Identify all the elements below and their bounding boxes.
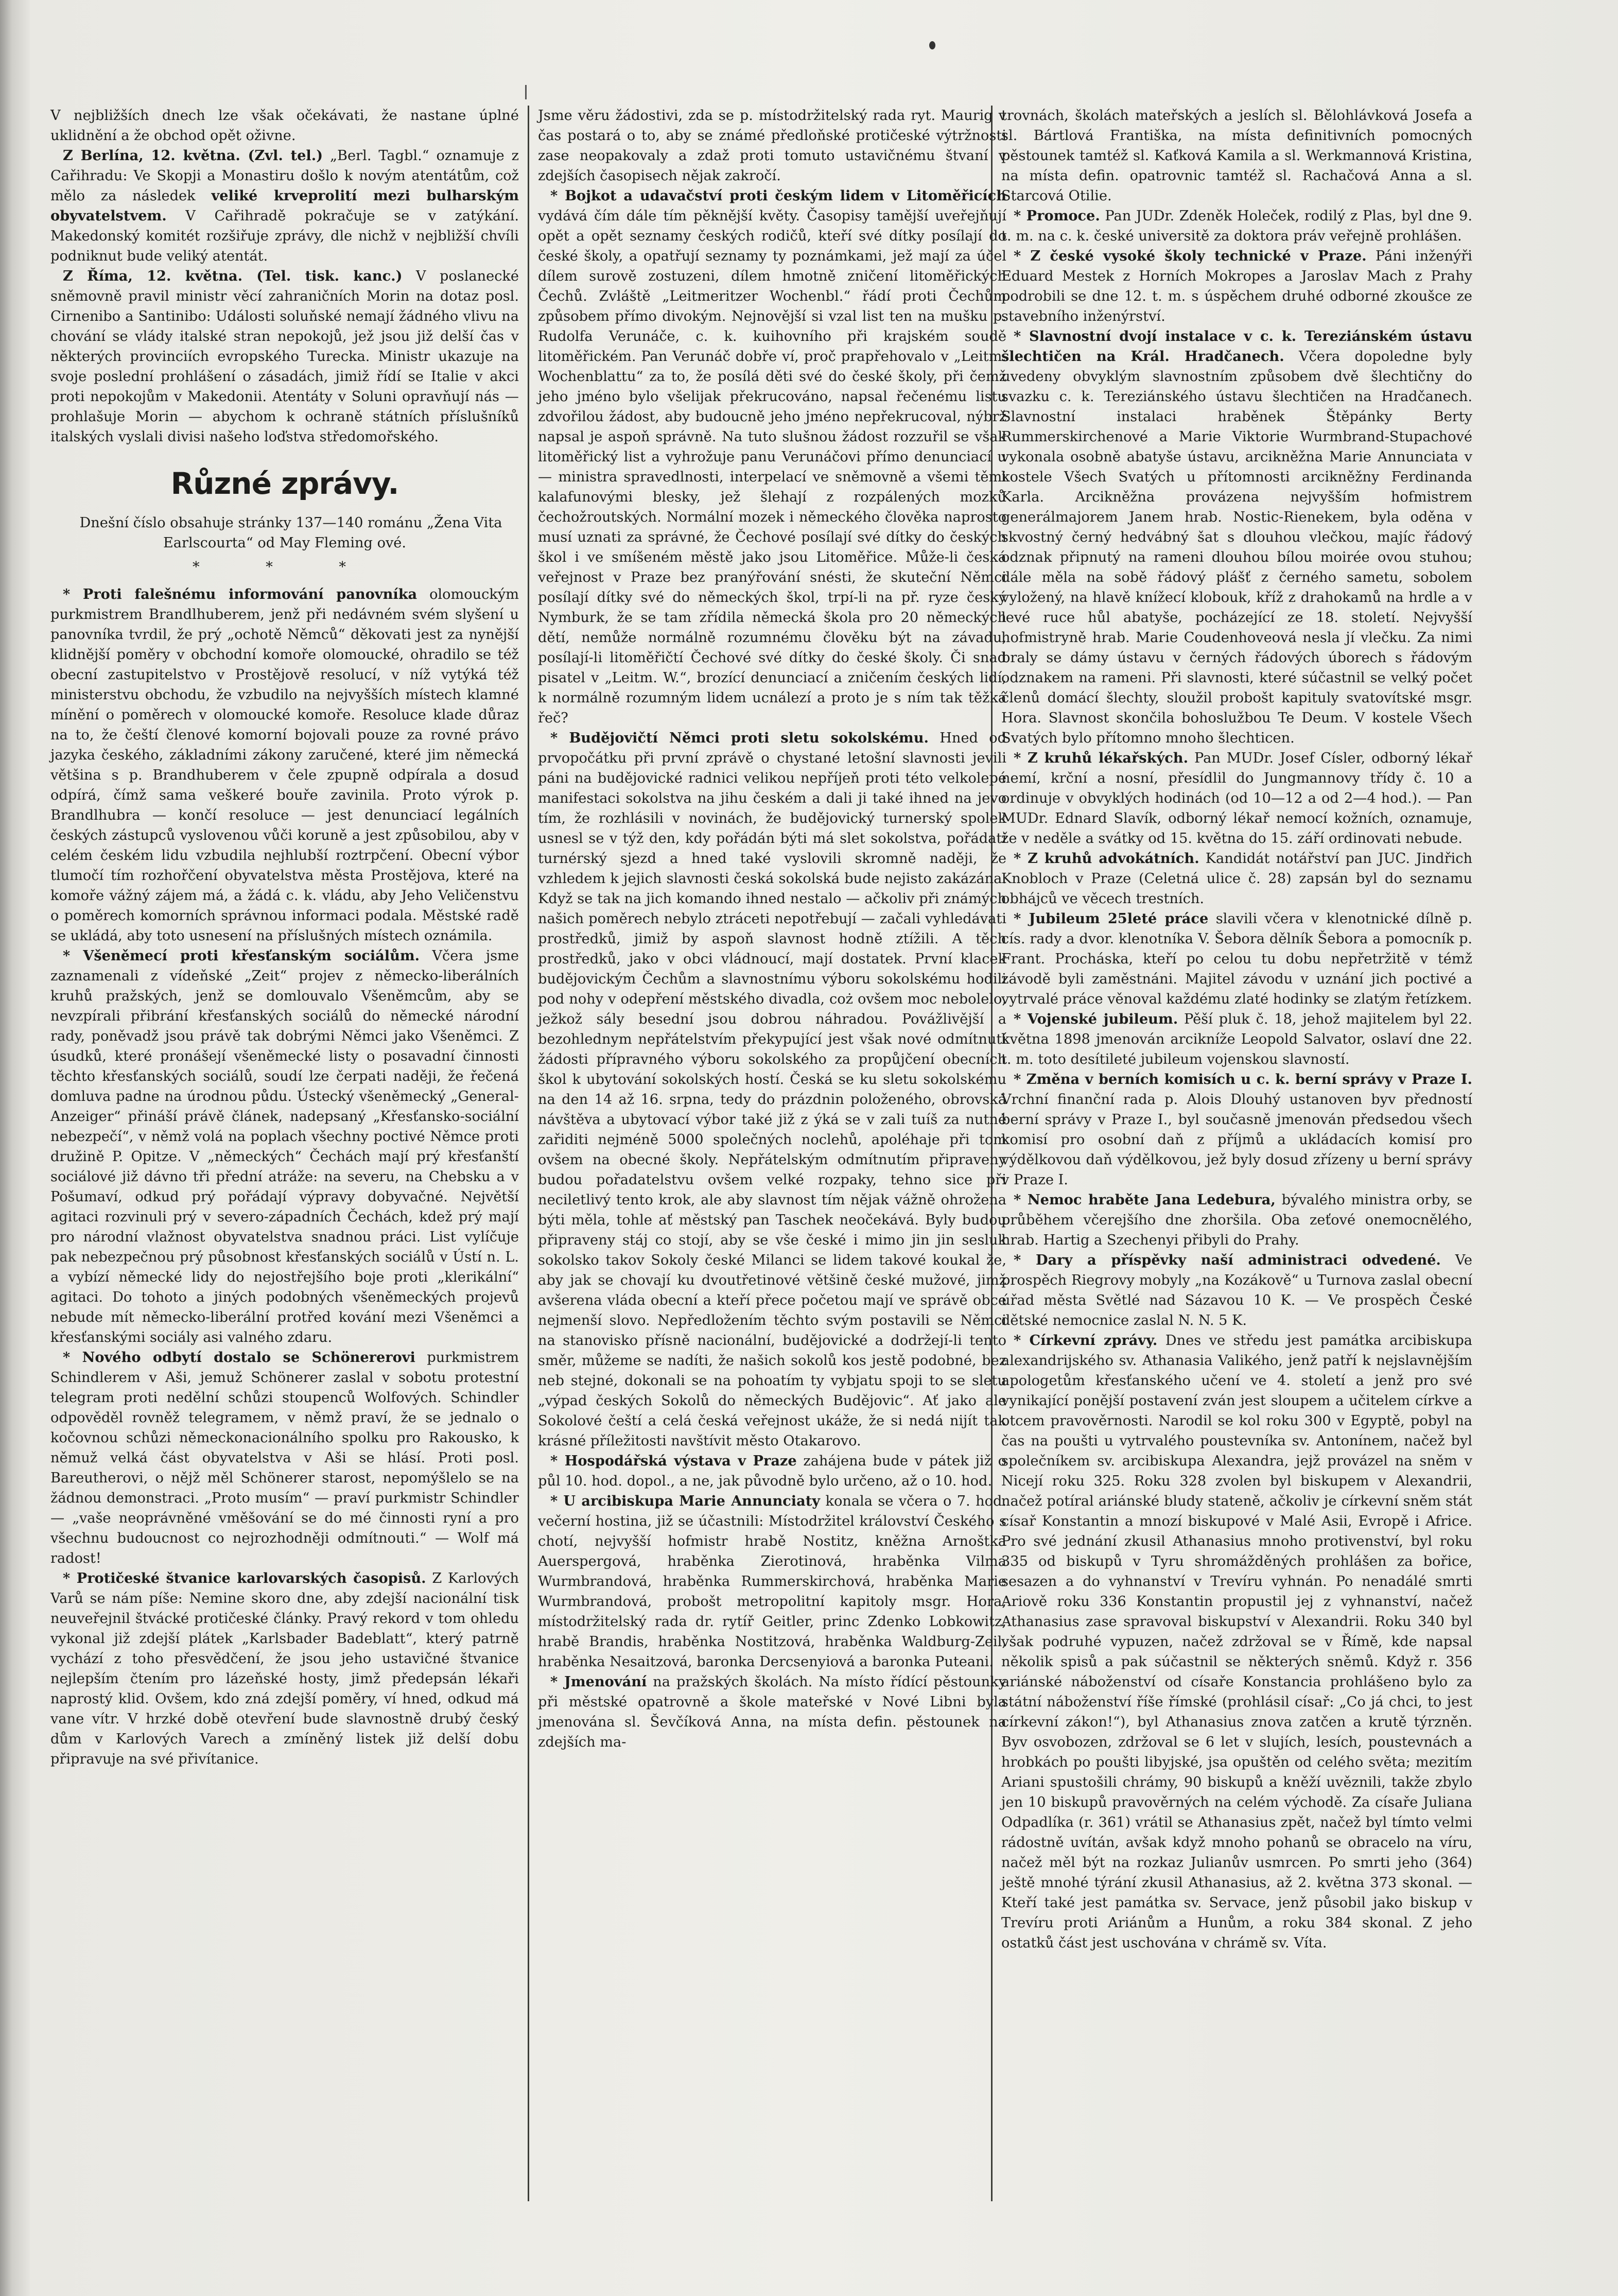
- article-paragraph: trovnách, školách mateřských a jeslích sl. Bělohlávková Josefa a sl. Bártlová Františka, na místa definitivních pomocných pěstounek tamtéž sl. Kaťková Kamila a sl. Werkmannová Kristina, na místa defin. opatrovnic tamtéž sl. Rachačová Anna a sl. Starcová Otilie.: [1001, 108, 1472, 204]
- serial-notice: Dnešní číslo obsahuje stránky 137—140 románu „Žena Vita Earlscourta“ od May Fleming ové.: [79, 515, 502, 551]
- news-item-lead: * Církevní zprávy.: [1014, 1332, 1158, 1349]
- news-item-lead: * Z kruhů lékařských.: [1014, 750, 1189, 766]
- news-item: * Budějovičtí Němci proti sletu sokolskému. Hned od prvopočátku při první zprávě o chystané letošní slavnosti jevili páni na budějovické radnici velikou nepříjeň proti této velkolepé manifestaci sokolstva na jihu českém a dali ji také ihned na jevo tím, že rozhlásili v novinách, že budějovický turnerský spolek usnesl se v týž den, kdy pořádán býti má slet sokolstva, pořádati turnérský sjezd a hned také vyslovili skromně naději, že vzhledem k jejich slavnosti česká sokolská bude nejisto zakázána. Když se tak na jich komando ihned nestalo — ačkoliv při známých našich poměrech nebylo ztráceti nepotřebují — začali vyhledávati prostředků, jimiž by aspoň slavnost hodně ztížili. A těch prostředků, jako v obci vládnoucí, mají dostatek. První klacek budějovickým Čechům a slavnostnímu výboru sokolskému hodili pod nohy v odepření městského divadla, coż ovšem moc nebolelo, ježkož sály besední jsou dobrou náhradou. Povážlivější a bezohlednym nepřátelstvím překypující jest však nové odmítnutí žádosti přípravného výboru sokolského za propůjčení obecních škol k ubytování sokolských hostí. Česká se ku sletu sokolskému na den 14 až 16. srpna, tedy do prázdnin položeného, obrovská návštěva a ubytovací výbor také již z ýká se v zali tuíš za nutné zařiditi nejméně 5000 společných noclehů, apoléhaje při tom ovšem na obecné školy. Nepřátelským odmítnutím připraveny budou pořadatelstvu ovšem velké rozpaky, tehno sice při neciletlivý tento krok, ale aby slavnost tím nějak vážně ohrožena býti měla, tohle ať městský pan Taschek neočekává. Byly budou připraveny stáj co stojí, aby se vše české i mimo jin jin sesluk sokolsko takov Sokoly české Milanci se lidem takové koukal že, aby jak se chovají ku dvoutřetinové většině české mužové, jimž avšerena vláda obecní a kteří přece početou mají ve správě obce nejmenší slovo. Nepředložením těchto svým postavili se Němci na stanovisko přísně nacionální, budějovické a dodržejí-li tento směr, můžeme se nadíti, že našich sokolů kos jestě podobné, bez neb stejné, dokonali se na pohoatím ty vybjatu spoji to se sletu „výpad českých Sokolů do německých Budějovic“. Ať jako ale Sokolové čeští a celá česká veřejnost ukáže, že si nedá nijít tak krásné příležitosti navštívit město Otakarovo.: [538, 730, 1006, 1449]
- column-top-mark: [525, 85, 527, 99]
- news-item: * Protičeské štvanice karlovarských časopisů. Z Karlových Varů se nám píše: Nemine skoro dne, aby zdejší nacionální tisk neuveřejnil štvácké protičeské články. Pravý rekord v tom ohledu vykonal již zdejší plátek „Karlsbader Badeblatt“, který patrně vychází z toho přesvědčení, že jsou jeho ustavičné štvanice nejlepším čtením pro lázeňské hosty, jimž předepsán lékaři naprostý klid. Ovšem, kdo zná zdejší poměry, ví hned, odkud má vane vítr. V hrzké době otevření bude slavnostně drubý český dům v Karlových Varech a zmíněný listek již delší dobu připravuje na své přivítanice.: [50, 1570, 519, 1767]
- news-item-lead: * Dary a příspěvky naší administraci odvedené.: [1014, 1252, 1441, 1268]
- section-heading: Různé zprávy.: [170, 466, 399, 501]
- news-item-lead: * Nemoc hraběte Jana Ledebura,: [1014, 1192, 1276, 1208]
- news-item-lead: * Slavnostní dvojí instalace v c. k. Tereziánském ústavu šlechtičen na Král. Hradčanech.: [1001, 328, 1472, 365]
- news-item-lead: * Hospodářská výstava v Praze: [550, 1453, 797, 1469]
- news-item: * Vojenské jubileum. Pěší pluk č. 18, jehož majitelem byl 22. května 1898 jmenován arcikníže Leopold Salvator, oslaví dne 22. t. m. toto desítileté jubileum vojenskou slavností.: [1001, 1011, 1472, 1067]
- news-item-lead: * Všeněmecí proti křesťanským sociálům.: [63, 947, 420, 964]
- article-paragraph: Jsme věru žádostivi, zda se p. místodržitelský rada ryt. Maurig v čas postará o to, aby se známé předloňské protičeské výtržnosti zase neopakovaly a zdaž proti tomuto ustavičnému štvaní v zdejších časopisech nějak zakročí.: [538, 108, 1006, 184]
- column-rule-left: [528, 106, 529, 2201]
- news-item-lead: * Nového odbytí dostalo se Schönererovi: [63, 1349, 415, 1366]
- news-item-lead: * Jubileum 25leté práce: [1014, 910, 1209, 927]
- news-item: * Promoce. Pan JUDr. Zdeněk Holeček, rodilý z Plas, byl dne 9. t. m. na c. k. české universitě za doktora práv veřejně prohlášen.: [1001, 208, 1472, 244]
- news-item: * Jmenování na pražských školách. Na místo řídící pěstounky při městské opatrovně a škole mateřské v Nové Libni byla jmenována sl. Ševčíková Anna, na místa defin. pěstounek na zdejších ma-: [538, 1673, 1006, 1750]
- news-item: * Církevní zprávy. Dnes ve středu jest památka arcibiskupa alexandrijského sv. Athanasia Valikého, jenž patří k nejslavnějším apologetům křesťanského učení ve 4. století a jenž pro své vynikající ponější postavení zván jest sloupem a učitelem církve a otcem pravověrnosti. Narodil se kol roku 300 v Egyptě, pobyl na čas na poušti u vytrvalého poustevníka sv. Antonínem, načež byl společníkem sv. arcibiskupa Alexandra, jejž provázel na sněm v Nicejí roku 325. Roku 328 zvolen byl biskupem v Alexandrii, načež potíral ariánské bludy stateně, ačkoliv je církevní sněm stát císař Konstantin a mnozí biskupové v Malé Asii, Evropě i Africe. Pro své jednání zkusil Athanasius mnoho protivenství, byl roku 335 od biskupů v Tyru shromážděných prohlášen za bořice, sesazen a do vyhnanství v Trevíru vyhnán. Po nenadálé smrti Ariově roku 336 Konstantin propustil jej z vyhnanství, načež Athanasius zase spravoval biskupství v Alexandrii. Roku 340 byl však podruhé vypuzen, načež zdržoval se v Římě, kde napsal několik spisů a pak súčastnil se některých sněmů. Když r. 356 ariánské náboženství od císaře Konstancia prohlášeno bylo za státní náboženství říše římské (prohlásil císař: „Co já chci, to jest církevní zákon!“), byl Athanasius znova zatčen a krutě týrzněn. Byv osvobozen, zdržoval se 6 let v slujích, lesích, poustevnách a hrobkách po poušti libyjské, jsa opuštěn od celého světa; mezitím Ariani spustošili chrámy, 90 biskupů a kněží uvěznili, takže zbylo jen 10 biskupů pravověrných na celém východě. Za císaře Juliana Odpadlíka (r. 361) vrátil se Athanasius zpět, načež byl tímto velmi rádostně uvítán, avšak když mnoho pohanů se obracelo na víru, načež měl být na rozkaz Julianův usmrcen. Po smrti jeho (364) ještě mnohé týrání zkusil Athanasius, až 2. května 373 skonal. — Kteří také jest památka sv. Servace, jenž působil jako biskup v Trevíru proti Ariánům a Hunům, a roku 384 skonal. Z jeho ostatků část jest uschována v chrámě sv. Víta.: [1001, 1332, 1472, 1951]
- news-item: * Proti falešnému informování panovníka olomouckým purkmistrem Brandlhuberem, jenž při nedávném svém slyšení u panovníka tvrdil, že prý „ochotě Němců“ děkovati jest za nynější klidnější poměry v obchodní komoře olomoucké, ohradilo se též obecní zastupitelstvo v Prostějově resolucí, v níž vytýká též ministerstvu obchodu, že vzbudilo na nejvyšších místech klamné mínění o poměrech v olomoucké komoře. Resoluce klade důraz na to, že čeští členové komorní bojovali pouze za rovné právo jazyka českého, základními zákony zaručené, které jim německá většina s p. Brandhuberem v čele zpupně odpírala a dosud odpírá, čímž sama veškeré bouře zavinila. Proto výrok p. Brandlhubra — končí resoluce — jest denunciací legálních českých zástupců vyslovenou vůči koruně a jest způsobilou, aby v celém českém lidu vzbudila nejhlubší roztrpčení. Obecní výbor tlumočí tím rozhořčení obyvatelstva města Prostějova, které na komoře vážný zájem má, a žádá c. k. vládu, aby Jeho Veličenstvu o poměrech komorních správnou informaci podala. Městské radě se ukládá, aby toto usnesení na příslušných místech oznámila.: [50, 586, 519, 944]
- news-item: * Z české vysoké školy technické v Praze. Páni inženýři Eduard Mestek z Horních Mokropes a Jaroslav Mach z Prahy podrobili se dne 12. t. m. s úspěchem druhé odborné zkoušce ze stavebního inženýrství.: [1001, 248, 1473, 324]
- news-item: * Z kruhů lékařských. Pan MUDr. Josef Císler, odborný lékař nemí, krční a nosní, přesídlil do Jungmannovy třídy č. 10 a ordinuje v obvyklých hodinách (od 10—12 a od 2—4 hod.). — Pan MUDr. Ednard Slavík, odborný lékař nemocí kožních, oznamuje, že v neděle a svátky od 15. května do 15. září ordinovati nebude.: [1001, 750, 1472, 847]
- separator-stars: * * *: [192, 559, 377, 575]
- news-item: * Z kruhů advokátních. Kandidát notářství pan JUC. Jindřich Knobloch v Praze (Celetná ulice č. 28) zapsán byl do seznamu obhájců ve věcech trestních.: [1001, 850, 1472, 907]
- news-item: * Dary a příspěvky naší administraci odvedené. Ve prospěch Riegrovy mobyly „na Kozákově“ u Turnova zaslal obecní úřad města Světlé nad Sázavou 10 K. — Ve prospěch České dětské nemocnice zaslal N. N. 5 K.: [1001, 1252, 1472, 1328]
- dateline: Z Berlína, 12. května. (Zvl. tel.): [63, 147, 323, 164]
- column-3: [1001, 106, 1472, 1953]
- news-item-lead: * Z české vysoké školy technické v Praze.: [1014, 248, 1367, 264]
- news-item: * Bojkot a udavačství proti českým lidem v Litoměřicích vydává čím dále tím pěknější květy. Časopisy tamější uveřejňují opět a opět seznamy českých rodičů, kteří své dítky posílají do české školy, a opatřují seznamy ty poznámkami, jež mají za účel dílem surově zostuzeni, dílem hmotně zničení litoměřických Čechů. Zvláště „Leitmeritzer Wochenbl.“ řádí proti Čechům způsobem přímo divokým. Nejnovější si vzal list ten na mušku p. Rudolfa Verunáče, c. k. kuihovního při krajském soudě litoměřickém. Pan Verunáč dobře ví, proč prapřehovalo v „Leitm. Wochenblattu“ za to, že posílá děti své do české školy, při čemž jeho jméno bylo všelijak překrucováno, napsal řečenému listu zdvořilou žádost, aby budoucně jeho jméno nepřekrucoval, nýbrž napsal je aspoň správně. Na tuto slušnou žádost rozzuřil se však litoměřický list a vyhrožuje panu Verunáčovi přímo denunciací u — ministra spravedlnosti, interpelací ve sněmovně a všemi těmi kalafunovými blesky, jež šlehají z rozpálených mozků čechožroutských. Normální mozek i německého člověka naprosto musí uznati za správné, že Čechové posílají své dítky do českých škol i ve smíšeném městě jako jsou Litoměřice. Může-li česká veřejnost v Praze bez pranýřování snésti, že skuteční Němci posílají dítky své do německých škol, trpí-li na př. ryze český Nymburk, že se tam zřídila německá škola pro 20 německých dětí, nemůže normálně rozumnému člověku být na závadu, posílají-li litoměřičtí Čechové své dítky do české školy. Či snad pisatel v „Leitm. W.“, brozící denunciací a zničením českých lidí, k normálně rozumným lidem ucnálezí a proto je s ním tak těžká řeč?: [538, 187, 1006, 726]
- article-paragraph: Z Říma, 12. května. (Tel. tisk. kanc.) V poslanecké sněmovně pravil ministr věcí zahraničních Morin na dotaz posl. Cirnenibo a Santinibo: Události soluňské nemají žádného vlivu na chování se vlády italské stran nepokojů, jež jsou již delší čas v některých provinciích evropského Turecka. Ministr ukazuje na svoje poslední prohlášení o zásadách, jimiž řídí se Italie v akci proti nepokojům v Makedonii. Atentáty v Soluni opravňují nás — prohlašuje Morin — abychom k ochraně státních příslušníků italských vyslali divisi našeho loďstva středomořského.: [50, 268, 519, 445]
- news-item-lead: * U arcibiskupa Marie Annunciaty: [550, 1493, 821, 1509]
- news-item-lead: * Bojkot a udavačství proti českým lidem v Litoměřicích: [550, 187, 1006, 204]
- news-item-lead: * Promoce.: [1014, 208, 1100, 224]
- scan-binding-edge: [0, 0, 30, 2296]
- news-item-lead: * Jmenování: [550, 1673, 647, 1690]
- news-item: * U arcibiskupa Marie Annunciaty konala se včera o 7. hod. večerní hostina, již se účastnili: Místodržitel království Českého s chotí, nejvyšší hofmistr hrabě Nostitz, kněžna Arnoštka Auerspergová, hraběnka Zierotinová, hraběnka Vilma Wurmbrandová, hraběnka Rummerskirchová, hraběnka Marie Wurmbrandová, probošt metropolitní kapitoly msgr. Hora, místodržitelský rada dr. rytíř Geitler, princ Zdenko Lobkowitz, hrabě Brandis, hraběnka Nostitzová, hraběnka Waldburg-Zeil, hraběnka Nesaitzová, baronka Dercsenyiová a baronka Puteani.: [538, 1493, 1006, 1670]
- news-item: * Hospodářská výstava v Praze zahájena bude v pátek již o půl 10. hod. dopol., a ne, jak původně bylo určeno, až o 10. hod.: [538, 1453, 1006, 1489]
- news-item-lead: * Vojenské jubileum.: [1014, 1011, 1178, 1027]
- column-2: [538, 106, 1006, 1752]
- article-paragraph: Z Berlína, 12. května. (Zvl. tel.) „Berl. Tagbl.“ oznamuje z Cařihradu: Ve Skopji a Monastiru došlo k novým atentátům, což mělo za následek veliké krveprolití mezi bulharským obyvatelstvem. V Cařihradě pokračuje se v zatýkání. Makedonský komitét rozšiřuje zprávy, dle nichž v nejbližší chvíli podniknut bude veliký atentát.: [50, 147, 519, 264]
- page-mark-dot: [929, 41, 935, 49]
- news-item-lead: * Změna v berních komisích u c. k. berní správy v Praze I.: [1014, 1071, 1472, 1087]
- article-paragraph: V nejbližších dnech lze však očekávati, že nastane úplné uklidnění a že obchod opět oživne.: [50, 108, 519, 144]
- news-item: * Slavnostní dvojí instalace v c. k. Tereziánském ústavu šlechtičen na Král. Hradčanech. Včera dopoledne byly uvedeny obvyklým slavnostním způsobem dvě šlechtičny do svazku c. k. Tereziánského ústavu šlechtičen na Hradčanech. Slavnostní instalaci hraběnek Štěpánky Berty Rummerskirchenové a Marie Viktorie Wurmbrand-Stupachové vykonala osobně abatyše ústavu, arcikněžna Marie Annunciata v kostele Všech Svatých u přítomnosti arcikněžny Ferdinanda Karla. Arcikněžna provázena nejvyšším hofmistrem generálmajorem Janem hrab. Nostic-Rienekem, byla oděna v skvostný černý hedvábný šat s dlouhou vlečkou, majíc řádový odznak připnutý na rameni dlouhou bílou moirée ovou stuhou; dále měla na sobě řádový plášť z černého sametu, sobolem vyložený, na hlavě knížecí klobouk, kříž z drahokamů na hrdle a v levé ruce hůl abatyše, pocházející ze 18. století. Nejvyšší hofmistryně hrab. Marie Coudenhoveová nesla jí vlečku. Za nimi braly se dámy ústavu v černých řádových úborech s řádovým odznakem na rameni. Při slavnosti, které súčastnil se velký počet členů domácí šlechty, sloužil probošt kapituly svatovítské msgr. Hora. Slavnost skončila bohoslužbou Te Deum. V kostele Všech Svatých bylo přítomno mnoho šlechticen.: [1001, 328, 1473, 746]
- column-1: [50, 106, 519, 1769]
- news-item: * Jubileum 25leté práce slavili včera v klenotnické dílně p. cís. rady a dvor. klenotníka V. Šebora dělník Šebora a pomocník p. Frant. Procháska, kteří po celou tu dobu nepřetržitě v témž závodě byli zaměstnáni. Majitel závodu v uznání jich poctivé a vytrvalé práce věnoval každému zlaté hodinky se zlatým řetízkem.: [1001, 910, 1472, 1007]
- news-item-lead: * Budějovičtí Němci proti sletu sokolskému.: [550, 730, 929, 746]
- news-item-lead: * Protičeské štvanice karlovarských časopisů.: [63, 1570, 426, 1586]
- news-item: * Změna v berních komisích u c. k. berní správy v Praze I. Vrchní finanční rada p. Alois Dlouhý ustanoven byv předností berní správy v Praze I., byl současně jmenován předsedou všech komisí pro osobní daň z příjmů a ukládacích komisí pro výdělkovou daň výdělkovou, jež byly dosud zřízeny u berní správy v Praze I.: [1001, 1071, 1472, 1188]
- news-item-lead: * Z kruhů advokátních.: [1014, 850, 1199, 867]
- dateline: Z Říma, 12. května. (Tel. tisk. kanc.): [63, 268, 403, 284]
- news-item: * Všeněmecí proti křesťanským sociálům. Včera jsme zaznamenali z vídeňské „Zeit“ projev z německo-liberálních kruhů pražských, jenž se domlouvalo Všeněmcům, aby se nevzpírali přibrání křesťanských sociálů do německé národní rady, poněvadž jsou právě tak dobrými Němci jako Všeněmci. Z úsudků, které pronášejí všeněmecké listy o posavadní činnosti těchto křesťanských sociálů, soudí lze čerpati naději, že řečená domluva padne na úrodnou půdu. Ústecký všeněmecký „General-Anzeiger“ přináší právě článek, nadepsaný „Křesťansko-sociální nebezpečí“, v němž volá na poplach všechny poctivé Němce proti družině P. Opitze. V „německých“ Čechách mají prý křesťanští sociálové již dávno tři přední atráže: na severu, na Chebsku a v Pošumaví, odkud prý pořádají výpravy dobyvačné. Největší agitaci rozvinuli prý v severo-západních Čechách, kdež prý mají pro národní vlažnost obyvatelstva snadnou práci. List vylíčuje pak nebezpečnou prý působnost křesťanských sociálů v Ústí n. L. a vybízí německé lidy do nejostřejšího boje proti „klerikální“ agitaci. Do tohoto a jiných podobných všeněmeckých projevů nebude mít německo-liberální protřed kování mezi Všeněmci a křesťanskými sociály asi valného zdaru.: [50, 947, 519, 1345]
- news-item-lead: * Proti falešnému informování panovníka: [63, 586, 417, 602]
- news-item: * Nového odbytí dostalo se Schönererovi purkmistrem Schindlerem v Aši, jemuž Schönerer zaslal v sobotu protestní telegram proti nedělní schůzi stoupenců Wolfových. Schindler odpověděl rovněž telegramem, v němž praví, že se jednalo o kočovnou schůzi německonacionálního spolku pro Rakousko, k němuž velká část obyvatelstva v Aši se hlásí. Proti posl. Bareutherovi, o nějž měl Schönerer starost, nepomýšlelo se na žádnou demonstraci. „Proto musím“ — praví purkmistr Schindler — „vaše neoprávněné vměšování se do mé činnosti ryní a pro všechnu budoucnost co nejrozhodněji odmítnouti.“ — Wolf má radost!: [50, 1349, 519, 1566]
- news-item: * Nemoc hraběte Jana Ledebura, bývalého ministra orby, se průběhem včerejšího dne zhoršila. Oba zeťové onemocnělého, hrab. Hartig a Szechenyi přibyli do Prahy.: [1001, 1192, 1472, 1248]
